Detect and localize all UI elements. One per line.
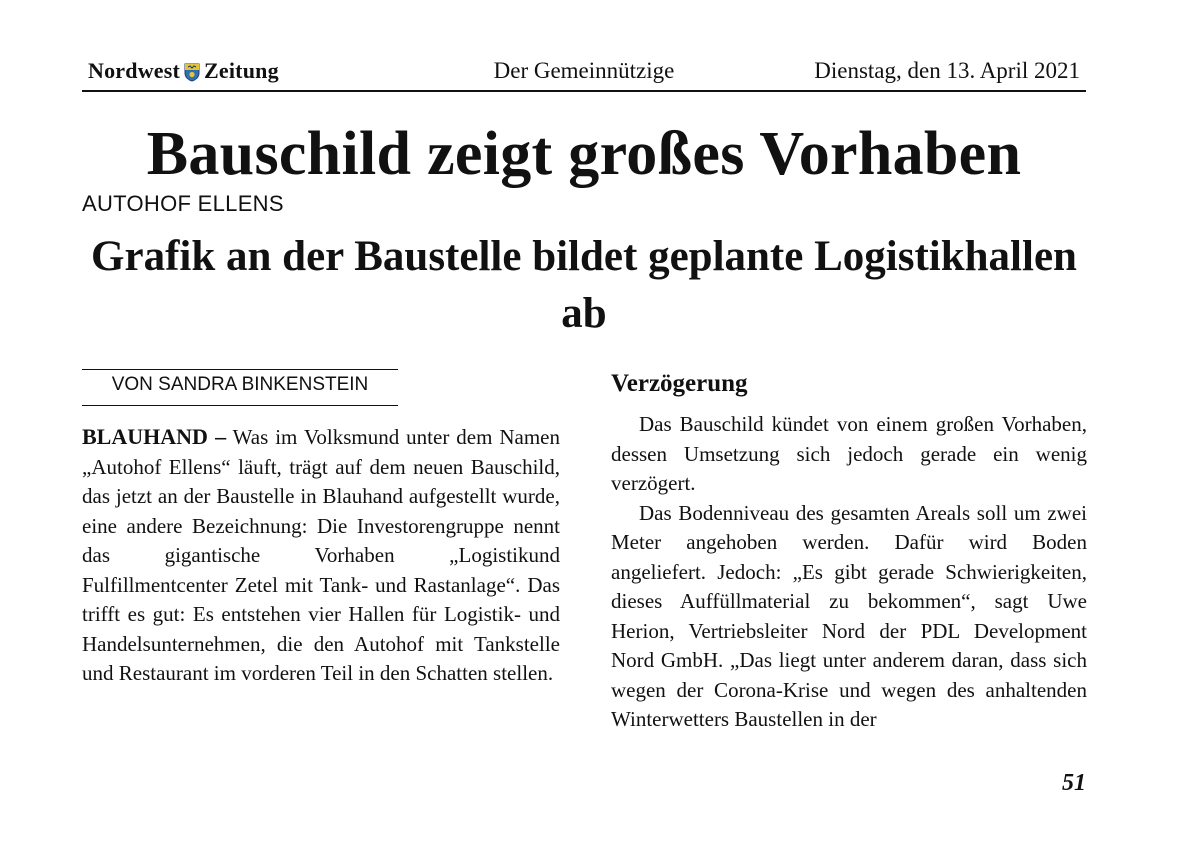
paragraph-1: Das Bauschild kündet von einem großen Vorhaben, dessen Umsetzung sich jedoch gerade ein wenig verzögert.: [611, 412, 1087, 495]
subheadline: Grafik an der Baustelle bildet geplante Logistikhallen ab: [91, 233, 1077, 337]
headline: Bauschild zeigt großes Vorhaben: [146, 120, 1022, 188]
byline-rule-bottom: [82, 405, 398, 406]
paper-name-part1: Nordwest: [88, 58, 181, 83]
article-column-left: [82, 422, 560, 689]
byline: VON SANDRA BINKENSTEIN: [111, 374, 369, 395]
dateline: BLAUHAND –: [82, 424, 227, 449]
section-heading: Verzögerung: [611, 370, 748, 397]
kicker: AUTOHOF ELLENS: [82, 191, 284, 216]
page-number: 51: [1062, 770, 1086, 796]
article-column-right: [611, 410, 1087, 735]
paper-name-part2: Zeitung: [204, 58, 279, 83]
paragraph-2: Das Bodenniveau des gesamten Areals soll um zwei Meter angehoben werden. Dafür wird Boden angeliefert. Jedoch: „Es gibt gerade Schwierigkeiten, dieses Auffüllmaterial zu bekommen“, sagt Uwe Herion, Vertriebsleiter Nord der PDL Development Nord GmbH. „Das liegt unter anderem daran, dass sich wegen der Corona-Krise und wegen des anhaltenden Winterwetters Baustellen in der: [611, 500, 1087, 731]
lead-text: Was im Volksmund unter dem Namen „Autohof Ellens“ läuft, trägt auf dem neuen Bauschild, das jetzt an der Baustelle in Blauhand aufgestellt wurde, eine andere Bezeichnung: Die Investorengruppe nennt das gigantische Vorhaben „Logistikund Fulfillmentcenter Zetel mit Tank- und Rastanlage“. Das trifft es gut: Es entstehen vier Hallen für Logistik- und Handelsunternehmen, die den Autohof mit Tankstelle und Restaurant im vorderen Teil in den Schatten stellen.: [82, 425, 560, 685]
lead-paragraph: [82, 422, 560, 689]
masthead: [82, 58, 1086, 92]
issue-date: Dienstag, den 13. April 2021: [814, 58, 1080, 83]
section-name: Der Gemeinnützige: [493, 58, 675, 83]
byline-rule-top: [82, 369, 398, 370]
